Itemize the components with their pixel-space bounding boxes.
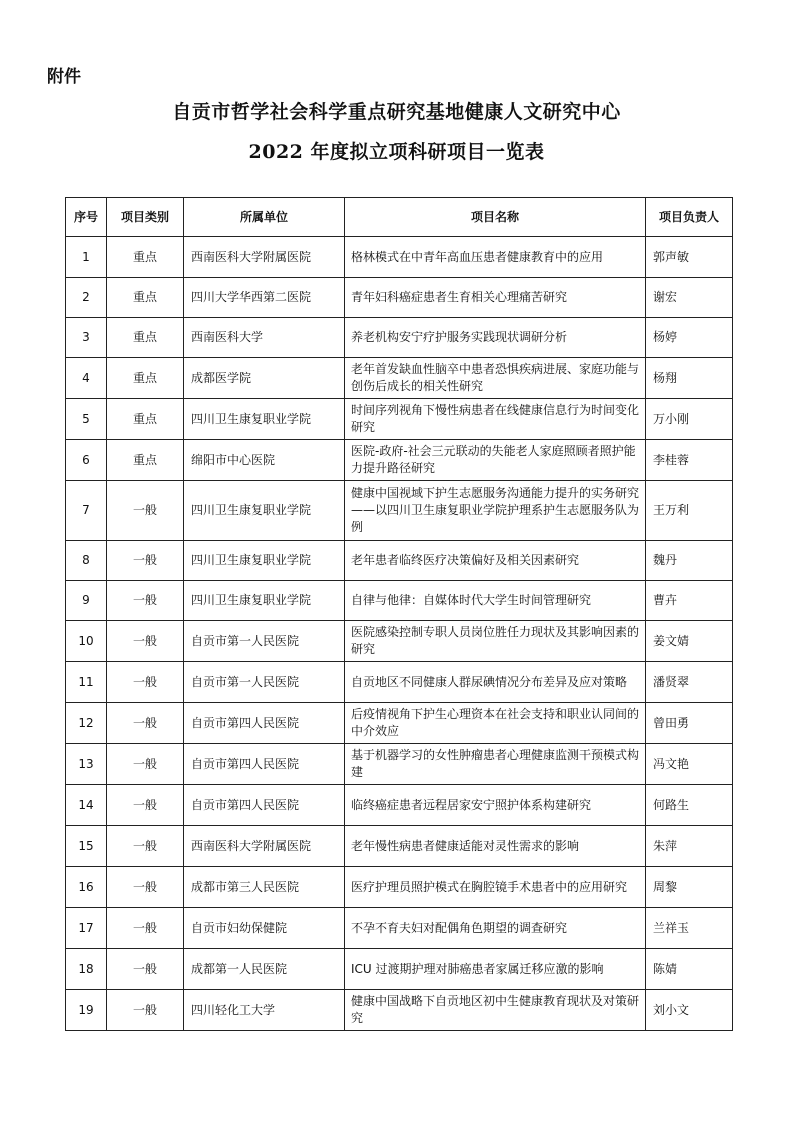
- row-project-name: 老年首发缺血性脑卒中患者恐惧疾病进展、家庭功能与创伤后成长的相关性研究: [345, 358, 646, 399]
- row-number: 8: [66, 541, 107, 581]
- row-leader: 魏丹: [646, 541, 733, 581]
- row-unit: 绵阳市中心医院: [184, 440, 345, 481]
- row-unit: 四川卫生康复职业学院: [184, 541, 345, 581]
- row-leader: 曹卉: [646, 581, 733, 621]
- row-category: 一般: [107, 662, 184, 703]
- table-row: [66, 949, 733, 990]
- row-category: 一般: [107, 826, 184, 867]
- row-category: 一般: [107, 867, 184, 908]
- row-leader: 李桂蓉: [646, 440, 733, 481]
- row-number: 17: [66, 908, 107, 949]
- row-category: 重点: [107, 358, 184, 399]
- row-leader: 杨婷: [646, 318, 733, 358]
- row-category: 一般: [107, 908, 184, 949]
- row-number: 6: [66, 440, 107, 481]
- row-project-name: 临终癌症患者远程居家安宁照护体系构建研究: [345, 785, 646, 826]
- row-unit: 成都市第三人民医院: [184, 867, 345, 908]
- row-project-name: 医疗护理员照护模式在胸腔镜手术患者中的应用研究: [345, 867, 646, 908]
- row-leader: 潘贤翠: [646, 662, 733, 703]
- row-category: 一般: [107, 785, 184, 826]
- row-project-name: 自律与他律：自媒体时代大学生时间管理研究: [345, 581, 646, 621]
- row-project-name: 不孕不育夫妇对配偶角色期望的调查研究: [345, 908, 646, 949]
- row-leader: 朱萍: [646, 826, 733, 867]
- row-leader: 刘小文: [646, 990, 733, 1031]
- row-unit: 四川卫生康复职业学院: [184, 399, 345, 440]
- row-project-name: 基于机器学习的女性肿瘤患者心理健康监测干预模式构建: [345, 744, 646, 785]
- row-leader: 郭声敏: [646, 237, 733, 278]
- row-project-name: 养老机构安宁疗护服务实践现状调研分析: [345, 318, 646, 358]
- row-unit: 四川卫生康复职业学院: [184, 581, 345, 621]
- table-row: [66, 581, 733, 621]
- row-leader: 何路生: [646, 785, 733, 826]
- row-project-name: 老年患者临终医疗决策偏好及相关因素研究: [345, 541, 646, 581]
- row-project-name: 时间序列视角下慢性病患者在线健康信息行为时间变化研究: [345, 399, 646, 440]
- row-category: 一般: [107, 703, 184, 744]
- document-title: 自贡市哲学社会科学重点研究基地健康人文研究中心: [172, 101, 621, 123]
- row-unit: 自贡市第四人民医院: [184, 744, 345, 785]
- row-project-name: 医院-政府-社会三元联动的失能老人家庭照顾者照护能力提升路径研究: [345, 440, 646, 481]
- row-unit: 自贡市第四人民医院: [184, 785, 345, 826]
- row-number: 13: [66, 744, 107, 785]
- row-project-name: 健康中国战略下自贡地区初中生健康教育现状及对策研究: [345, 990, 646, 1031]
- row-category: 重点: [107, 399, 184, 440]
- row-category: 重点: [107, 318, 184, 358]
- row-unit: 四川卫生康复职业学院: [184, 481, 345, 541]
- row-number: 18: [66, 949, 107, 990]
- row-project-name: 后疫情视角下护生心理资本在社会支持和职业认同间的中介效应: [345, 703, 646, 744]
- row-category: 一般: [107, 744, 184, 785]
- header-project-name: 项目名称: [345, 198, 646, 237]
- table-row: [66, 541, 733, 581]
- table-row: [66, 990, 733, 1031]
- table-row: [66, 318, 733, 358]
- header-number: 序号: [66, 198, 107, 237]
- row-number: 12: [66, 703, 107, 744]
- row-category: 一般: [107, 621, 184, 662]
- row-number: 15: [66, 826, 107, 867]
- row-category: 重点: [107, 440, 184, 481]
- row-project-name: ICU 过渡期护理对肺癌患者家属迁移应激的影响: [345, 949, 646, 990]
- row-number: 1: [66, 237, 107, 278]
- row-leader: 冯文艳: [646, 744, 733, 785]
- row-leader: 周黎: [646, 867, 733, 908]
- header-category: 项目类别: [107, 198, 184, 237]
- table-row: [66, 867, 733, 908]
- row-project-name: 格林模式在中青年高血压患者健康教育中的应用: [345, 237, 646, 278]
- attachment-label: 附件: [47, 67, 81, 87]
- row-leader: 兰祥玉: [646, 908, 733, 949]
- table-row: [66, 744, 733, 785]
- row-leader: 杨翔: [646, 358, 733, 399]
- row-number: 5: [66, 399, 107, 440]
- row-unit: 成都医学院: [184, 358, 345, 399]
- table-row: [66, 703, 733, 744]
- document-subtitle: 2022 年度拟立项科研项目一览表: [248, 141, 545, 163]
- table-row: [66, 662, 733, 703]
- row-unit: 自贡市妇幼保健院: [184, 908, 345, 949]
- row-unit: 四川大学华西第二医院: [184, 278, 345, 318]
- row-unit: 西南医科大学: [184, 318, 345, 358]
- table-row: [66, 785, 733, 826]
- header-leader: 项目负责人: [646, 198, 733, 237]
- row-number: 7: [66, 481, 107, 541]
- row-unit: 自贡市第一人民医院: [184, 662, 345, 703]
- row-project-name: 青年妇科癌症患者生育相关心理痛苦研究: [345, 278, 646, 318]
- header-unit: 所属单位: [184, 198, 345, 237]
- table-row: [66, 481, 733, 541]
- table-row: [66, 278, 733, 318]
- table-row: [66, 621, 733, 662]
- table-row: [66, 908, 733, 949]
- row-unit: 自贡市第一人民医院: [184, 621, 345, 662]
- row-leader: 姜文婧: [646, 621, 733, 662]
- row-unit: 自贡市第四人民医院: [184, 703, 345, 744]
- table-row: [66, 440, 733, 481]
- row-leader: 王万利: [646, 481, 733, 541]
- row-leader: 万小刚: [646, 399, 733, 440]
- row-category: 一般: [107, 541, 184, 581]
- row-number: 10: [66, 621, 107, 662]
- row-unit: 四川轻化工大学: [184, 990, 345, 1031]
- row-leader: 曾田勇: [646, 703, 733, 744]
- table-row: [66, 399, 733, 440]
- row-number: 16: [66, 867, 107, 908]
- row-project-name: 医院感染控制专职人员岗位胜任力现状及其影响因素的研究: [345, 621, 646, 662]
- row-category: 一般: [107, 481, 184, 541]
- row-leader: 谢宏: [646, 278, 733, 318]
- row-number: 4: [66, 358, 107, 399]
- row-unit: 西南医科大学附属医院: [184, 826, 345, 867]
- row-category: 一般: [107, 949, 184, 990]
- row-number: 3: [66, 318, 107, 358]
- table-row: [66, 826, 733, 867]
- table-row: [66, 237, 733, 278]
- row-number: 9: [66, 581, 107, 621]
- row-number: 14: [66, 785, 107, 826]
- row-unit: 西南医科大学附属医院: [184, 237, 345, 278]
- row-project-name: 老年慢性病患者健康适能对灵性需求的影响: [345, 826, 646, 867]
- row-number: 19: [66, 990, 107, 1031]
- row-category: 重点: [107, 278, 184, 318]
- row-category: 重点: [107, 237, 184, 278]
- row-category: 一般: [107, 990, 184, 1031]
- project-table: [65, 197, 733, 1031]
- row-project-name: 自贡地区不同健康人群尿碘情况分布差异及应对策略: [345, 662, 646, 703]
- row-project-name: 健康中国视域下护生志愿服务沟通能力提升的实务研究——以四川卫生康复职业学院护理系护生志愿服务队为例: [345, 481, 646, 541]
- row-number: 2: [66, 278, 107, 318]
- table-header-row: [66, 198, 733, 237]
- row-number: 11: [66, 662, 107, 703]
- row-leader: 陈婧: [646, 949, 733, 990]
- row-category: 一般: [107, 581, 184, 621]
- table-row: [66, 358, 733, 399]
- row-unit: 成都第一人民医院: [184, 949, 345, 990]
